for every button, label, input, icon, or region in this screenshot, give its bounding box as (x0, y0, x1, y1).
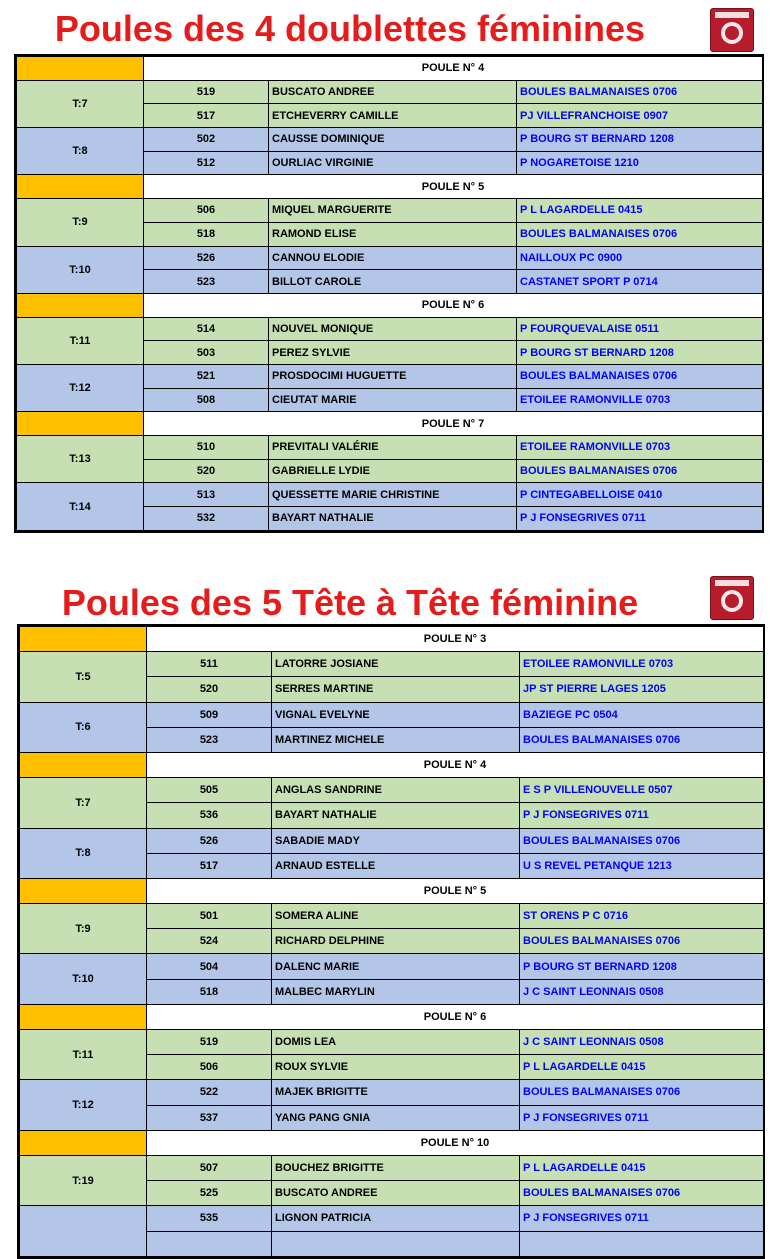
player-number: 526 (144, 246, 269, 270)
player-number: 503 (144, 341, 269, 365)
poule-marker (17, 57, 144, 81)
player-club: P J FONSEGRIVES 0711 (520, 1105, 764, 1130)
player-name: MARTINEZ MICHELE (272, 727, 520, 752)
player-name: SABADIE MADY (272, 828, 520, 853)
player-name: DOMIS LEA (272, 1030, 520, 1055)
player-number: 535 (147, 1206, 272, 1231)
player-number: 524 (147, 929, 272, 954)
player-row (20, 954, 764, 979)
team-terrain (20, 1206, 147, 1256)
player-name: CIEUTAT MARIE (269, 388, 517, 412)
player-row (17, 436, 763, 460)
player-number: 532 (144, 507, 269, 531)
player-number: 514 (144, 317, 269, 341)
player-number: 512 (144, 151, 269, 175)
player-row (20, 828, 764, 853)
player-club: P J FONSEGRIVES 0711 (517, 507, 763, 531)
player-club: E S P VILLENOUVELLE 0507 (520, 778, 764, 803)
player-name (272, 1231, 520, 1256)
player-name: MIQUEL MARGUERITE (269, 199, 517, 223)
player-club: J C SAINT LEONNAIS 0508 (520, 1030, 764, 1055)
player-row (20, 1206, 764, 1231)
player-club: U S REVEL PETANQUE 1213 (520, 853, 764, 878)
player-name: PEREZ SYLVIE (269, 341, 517, 365)
poule-marker (17, 175, 144, 199)
poule-label: POULE N° 4 (147, 752, 764, 777)
player-club: BOULES BALMANAISES 0706 (517, 222, 763, 246)
player-number: 519 (147, 1030, 272, 1055)
player-number: 501 (147, 904, 272, 929)
player-club: BOULES BALMANAISES 0706 (520, 727, 764, 752)
player-name: BILLOT CAROLE (269, 270, 517, 294)
player-row (20, 1155, 764, 1180)
player-name: CANNOU ELODIE (269, 246, 517, 270)
poule-label: POULE N° 6 (147, 1004, 764, 1029)
player-club: ETOILEE RAMONVILLE 0703 (517, 388, 763, 412)
poule-header-row (17, 412, 763, 436)
player-club: P FOURQUEVALAISE 0511 (517, 317, 763, 341)
poule-label: POULE N° 5 (144, 175, 763, 199)
team-terrain: T:10 (20, 954, 147, 1004)
player-name: DALENC MARIE (272, 954, 520, 979)
player-name: SERRES MARTINE (272, 677, 520, 702)
player-row (20, 702, 764, 727)
team-terrain: T:12 (17, 364, 144, 411)
poule-marker (20, 1004, 147, 1029)
player-name: BUSCATO ANDREE (272, 1181, 520, 1206)
player-row (20, 1080, 764, 1105)
player-name: YANG PANG GNIA (272, 1105, 520, 1130)
team-terrain: T:9 (20, 904, 147, 954)
player-club: P BOURG ST BERNARD 1208 (517, 341, 763, 365)
team-terrain: T:13 (17, 436, 144, 483)
player-club: BOULES BALMANAISES 0706 (517, 80, 763, 104)
player-name: BAYART NATHALIE (269, 507, 517, 531)
poule-label: POULE N° 6 (144, 293, 763, 317)
player-row (17, 199, 763, 223)
player-name: PROSDOCIMI HUGUETTE (269, 364, 517, 388)
player-number: 522 (147, 1080, 272, 1105)
player-number: 537 (147, 1105, 272, 1130)
player-club: P BOURG ST BERNARD 1208 (520, 954, 764, 979)
player-club: BAZIEGE PC 0504 (520, 702, 764, 727)
player-club: CASTANET SPORT P 0714 (517, 270, 763, 294)
player-name: NOUVEL MONIQUE (269, 317, 517, 341)
team-terrain: T:12 (20, 1080, 147, 1130)
player-number: 536 (147, 803, 272, 828)
player-number: 507 (147, 1155, 272, 1180)
poule-marker (20, 752, 147, 777)
player-number: 518 (147, 979, 272, 1004)
player-number: 511 (147, 652, 272, 677)
player-club: BOULES BALMANAISES 0706 (517, 364, 763, 388)
player-number: 505 (147, 778, 272, 803)
player-name: VIGNAL EVELYNE (272, 702, 520, 727)
player-row (17, 128, 763, 152)
player-club: BOULES BALMANAISES 0706 (520, 828, 764, 853)
poule-label: POULE N° 10 (147, 1130, 764, 1155)
player-number: 525 (147, 1181, 272, 1206)
player-name: BUSCATO ANDREE (269, 80, 517, 104)
poule-label: POULE N° 5 (147, 878, 764, 903)
player-row (17, 364, 763, 388)
player-number: 504 (147, 954, 272, 979)
player-number: 519 (144, 80, 269, 104)
player-number: 523 (144, 270, 269, 294)
team-terrain: T:8 (20, 828, 147, 878)
tete-a-tete-table (17, 624, 765, 1259)
poule-header-row (20, 752, 764, 777)
player-club: P NOGARETOISE 1210 (517, 151, 763, 175)
player-club: JP ST PIERRE LAGES 1205 (520, 677, 764, 702)
team-terrain: T:14 (17, 483, 144, 530)
poule-header-row (17, 175, 763, 199)
player-number: 517 (147, 853, 272, 878)
player-row (20, 1030, 764, 1055)
player-club: ST ORENS P C 0716 (520, 904, 764, 929)
player-name: ROUX SYLVIE (272, 1055, 520, 1080)
player-club: BOULES BALMANAISES 0706 (520, 1080, 764, 1105)
player-row (20, 778, 764, 803)
player-club: J C SAINT LEONNAIS 0508 (520, 979, 764, 1004)
player-name: RAMOND ELISE (269, 222, 517, 246)
poule-header-row (20, 1004, 764, 1029)
player-club: BOULES BALMANAISES 0706 (517, 459, 763, 483)
player-row (17, 317, 763, 341)
player-number (147, 1231, 272, 1256)
team-terrain: T:7 (17, 80, 144, 127)
player-club: BOULES BALMANAISES 0706 (520, 1181, 764, 1206)
player-number: 506 (147, 1055, 272, 1080)
team-terrain: T:5 (20, 652, 147, 702)
player-club: PJ VILLEFRANCHOISE 0907 (517, 104, 763, 128)
club-logo-icon (710, 8, 754, 52)
player-name: ARNAUD ESTELLE (272, 853, 520, 878)
player-club (520, 1231, 764, 1256)
player-name: LATORRE JOSIANE (272, 652, 520, 677)
player-name: BAYART NATHALIE (272, 803, 520, 828)
player-number: 523 (147, 727, 272, 752)
team-terrain: T:19 (20, 1155, 147, 1205)
team-terrain: T:7 (20, 778, 147, 828)
poule-label: POULE N° 3 (147, 627, 764, 652)
player-number: 513 (144, 483, 269, 507)
player-club: P L LAGARDELLE 0415 (520, 1155, 764, 1180)
poule-label: POULE N° 4 (144, 57, 763, 81)
player-name: RICHARD DELPHINE (272, 929, 520, 954)
poule-marker (20, 1130, 147, 1155)
player-name: BOUCHEZ BRIGITTE (272, 1155, 520, 1180)
team-terrain: T:6 (20, 702, 147, 752)
club-logo-icon (710, 576, 754, 620)
poule-label: POULE N° 7 (144, 412, 763, 436)
poule-header-row (17, 293, 763, 317)
team-terrain: T:8 (17, 128, 144, 175)
player-number: 506 (144, 199, 269, 223)
player-name: OURLIAC VIRGINIE (269, 151, 517, 175)
player-club: P L LAGARDELLE 0415 (520, 1055, 764, 1080)
player-club: P J FONSEGRIVES 0711 (520, 803, 764, 828)
player-number: 521 (144, 364, 269, 388)
poule-header-row (20, 627, 764, 652)
player-number: 508 (144, 388, 269, 412)
team-terrain: T:9 (17, 199, 144, 246)
player-row (17, 80, 763, 104)
player-club: P CINTEGABELLOISE 0410 (517, 483, 763, 507)
player-club: P J FONSEGRIVES 0711 (520, 1206, 764, 1231)
poule-header-row (20, 878, 764, 903)
player-name: QUESSETTE MARIE CHRISTINE (269, 483, 517, 507)
player-number: 510 (144, 436, 269, 460)
doublettes-table (14, 54, 764, 533)
player-club: ETOILEE RAMONVILLE 0703 (517, 436, 763, 460)
player-row (20, 652, 764, 677)
player-name: GABRIELLE LYDIE (269, 459, 517, 483)
player-number: 502 (144, 128, 269, 152)
player-number: 520 (147, 677, 272, 702)
player-name: ANGLAS SANDRINE (272, 778, 520, 803)
player-row (17, 483, 763, 507)
poule-marker (17, 412, 144, 436)
player-number: 518 (144, 222, 269, 246)
player-name: MALBEC MARYLIN (272, 979, 520, 1004)
player-name: CAUSSE DOMINIQUE (269, 128, 517, 152)
section-title-tete-a-tete: Poules des 5 Tête à Tête féminine (61, 582, 639, 623)
player-row (17, 246, 763, 270)
section-title-doublettes: Poules des 4 doublettes féminines (54, 8, 646, 49)
player-number: 509 (147, 702, 272, 727)
team-terrain: T:11 (17, 317, 144, 364)
player-club: ETOILEE RAMONVILLE 0703 (520, 652, 764, 677)
player-row (20, 904, 764, 929)
player-name: ETCHEVERRY CAMILLE (269, 104, 517, 128)
poule-marker (20, 627, 147, 652)
team-terrain: T:11 (20, 1030, 147, 1080)
player-club: BOULES BALMANAISES 0706 (520, 929, 764, 954)
poule-marker (20, 878, 147, 903)
poule-header-row (17, 57, 763, 81)
player-name: LIGNON PATRICIA (272, 1206, 520, 1231)
player-name: MAJEK BRIGITTE (272, 1080, 520, 1105)
player-name: SOMERA ALINE (272, 904, 520, 929)
team-terrain: T:10 (17, 246, 144, 293)
player-number: 526 (147, 828, 272, 853)
player-number: 520 (144, 459, 269, 483)
player-number: 517 (144, 104, 269, 128)
poule-header-row (20, 1130, 764, 1155)
player-club: NAILLOUX PC 0900 (517, 246, 763, 270)
player-club: P L LAGARDELLE 0415 (517, 199, 763, 223)
player-club: P BOURG ST BERNARD 1208 (517, 128, 763, 152)
player-name: PREVITALI VALÉRIE (269, 436, 517, 460)
poule-marker (17, 293, 144, 317)
